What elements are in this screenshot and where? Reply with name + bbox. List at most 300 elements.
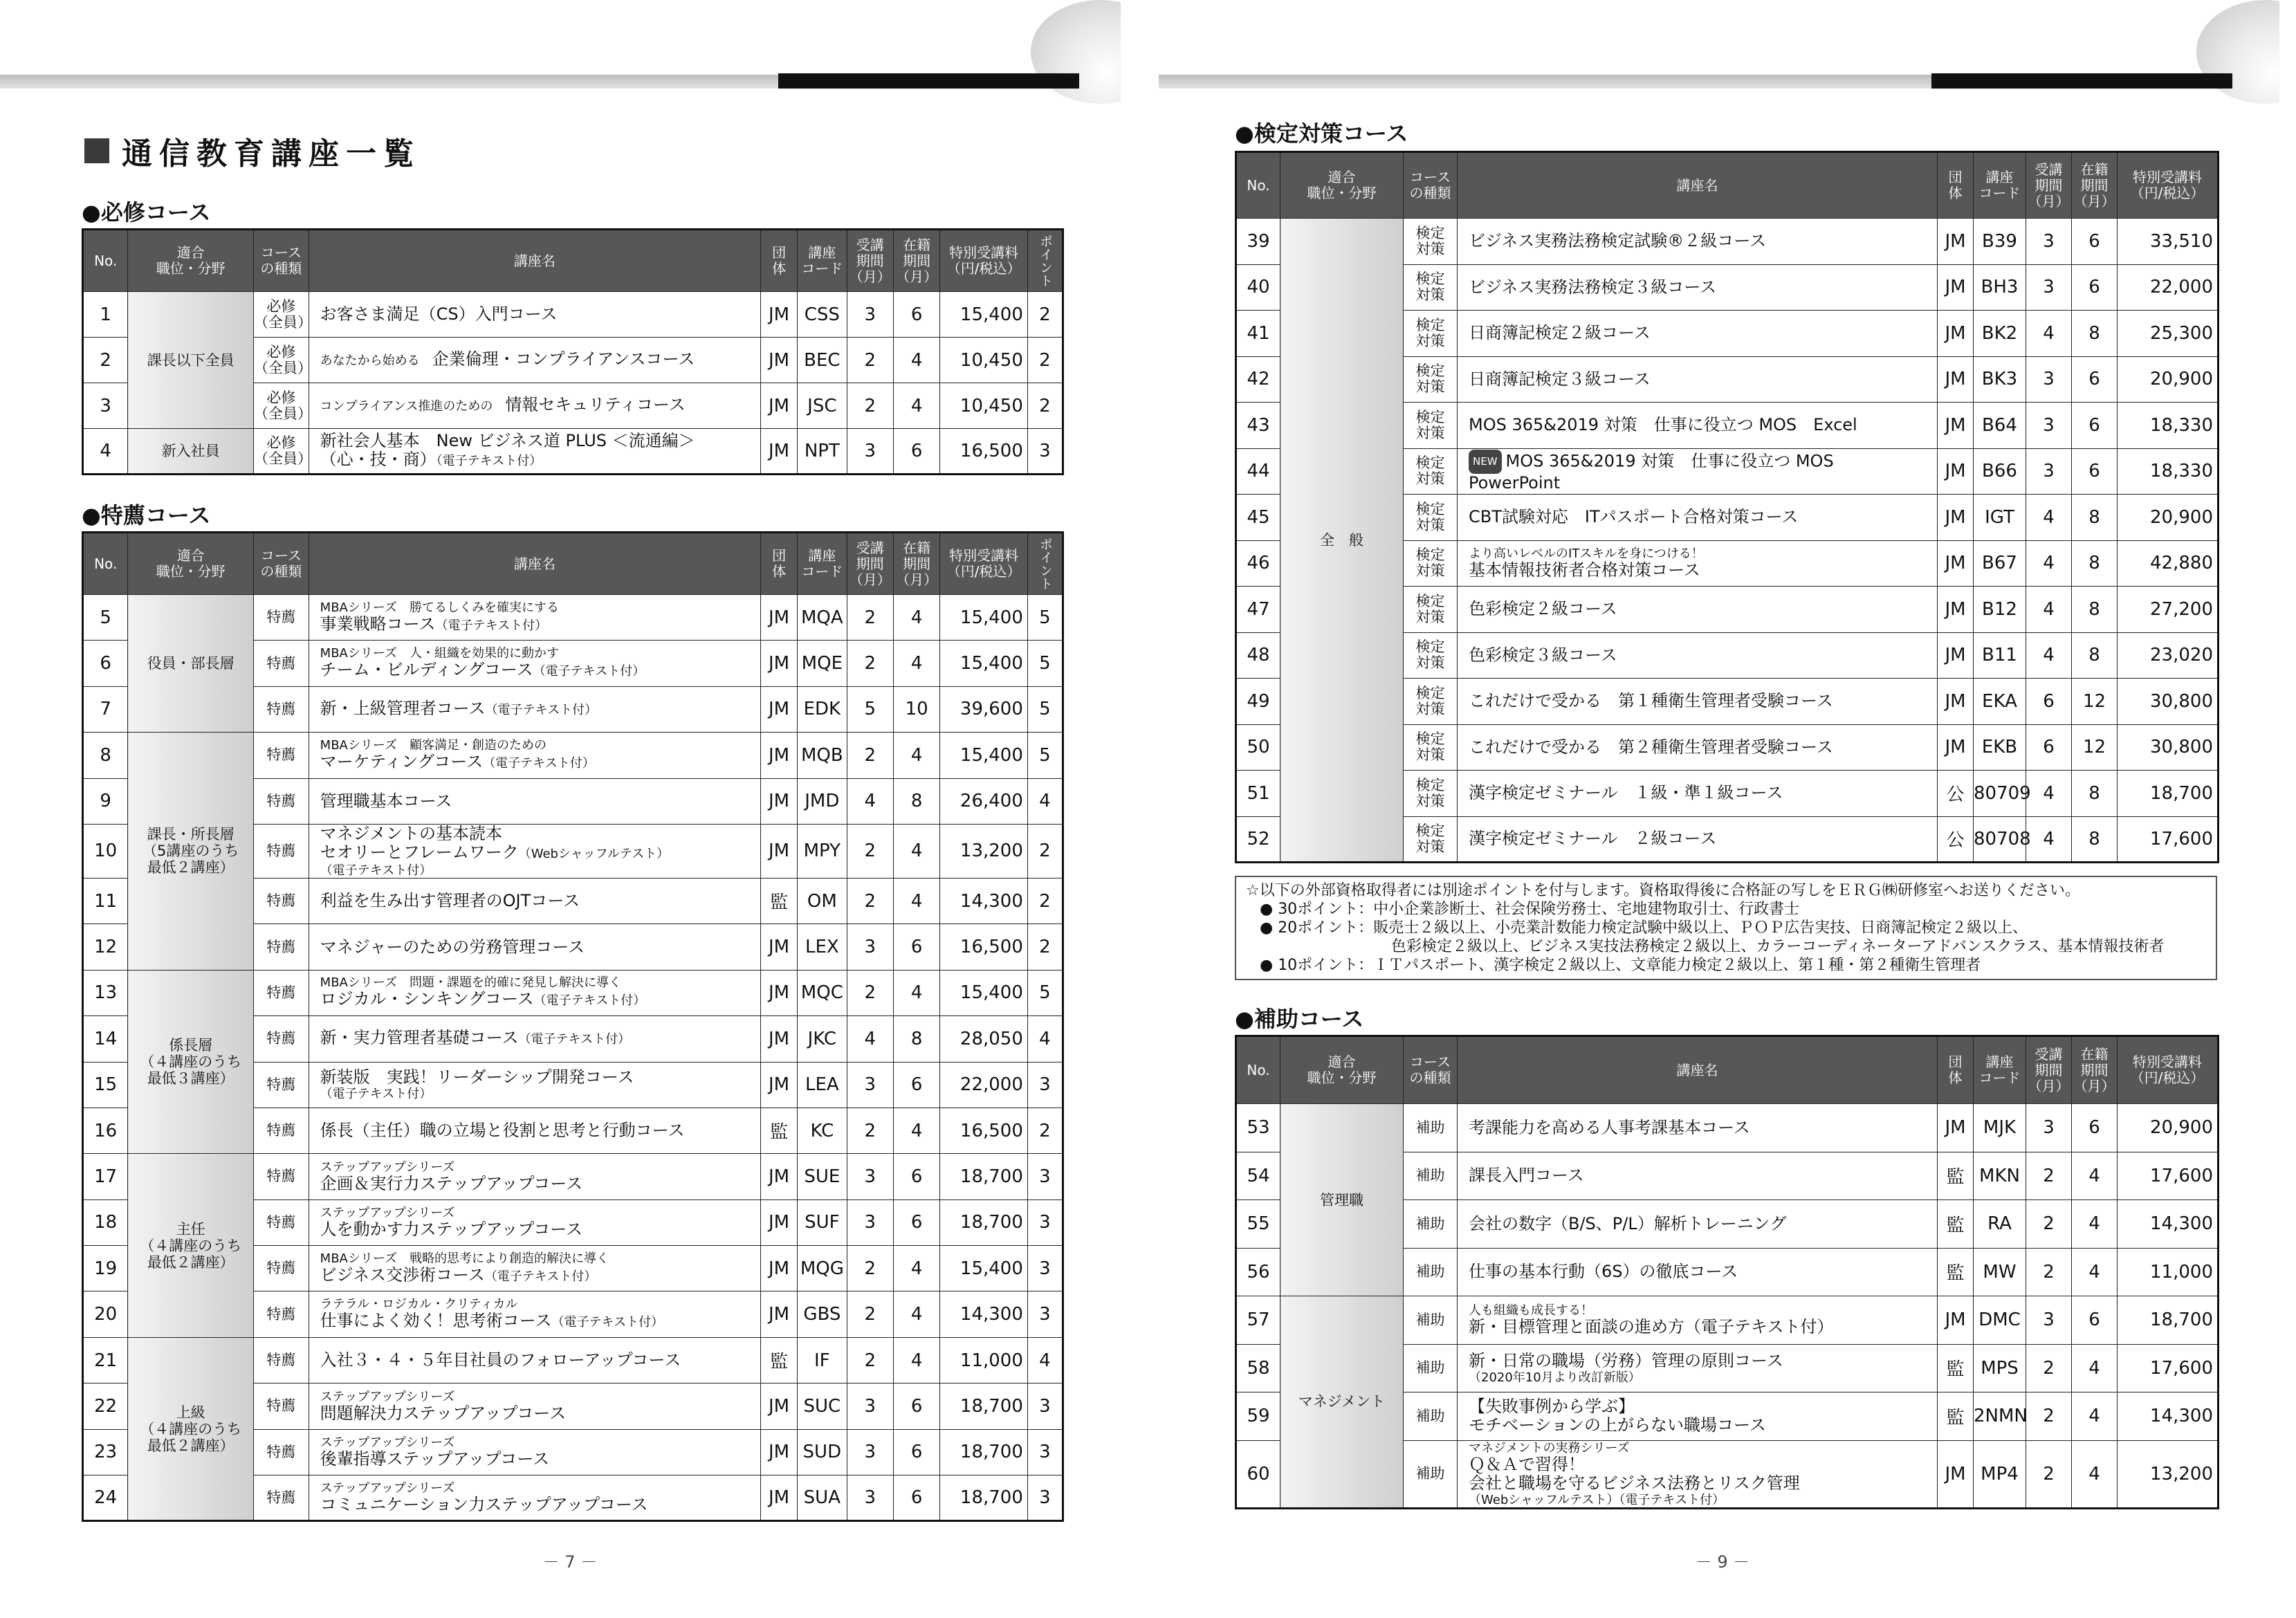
course-name: 事業戦略コース xyxy=(320,614,436,634)
study-period: 2 xyxy=(847,970,893,1015)
organization: JM xyxy=(761,1291,798,1337)
course-name-cell xyxy=(1458,311,1938,357)
row-number: 20 xyxy=(83,1291,128,1337)
organization: JM xyxy=(761,1199,798,1245)
enrollment-period: 8 xyxy=(2072,587,2118,633)
course-code: MQG xyxy=(798,1246,847,1291)
course-name-line xyxy=(1469,561,1937,580)
course-name: 課長入門コース xyxy=(1469,1166,1584,1186)
special-fee: 26,400 xyxy=(940,778,1028,824)
course-code: GBS xyxy=(798,1291,847,1337)
course-note: （電子テキスト付） xyxy=(533,664,645,679)
row-number: 59 xyxy=(1236,1392,1280,1441)
row-number: 3 xyxy=(83,383,128,429)
column-header-no: No. xyxy=(83,533,128,595)
study-period: 2 xyxy=(847,1337,893,1383)
course-name: CBT試験対応 ITパスポート合格対策コース xyxy=(1469,507,1799,527)
position-group-cell: 係長層 （４講座のうち 最低３講座） xyxy=(128,970,254,1154)
organization: JM xyxy=(761,1062,798,1107)
column-header-fit: 適合 職位・分野 xyxy=(1280,1036,1404,1104)
course-name-cell xyxy=(309,641,760,686)
table-row xyxy=(83,733,1063,778)
row-number: 18 xyxy=(83,1199,128,1245)
enrollment-period: 4 xyxy=(893,1246,939,1291)
course-name-line xyxy=(320,1029,760,1049)
points: 4 xyxy=(1027,1337,1063,1383)
enrollment-period: 6 xyxy=(2072,1296,2118,1345)
column-header-fee: 特別受講料 （円/税込） xyxy=(2118,1036,2219,1104)
course-code: EKB xyxy=(1974,724,2026,771)
course-name: ロジカル・シンキングコース xyxy=(320,989,534,1009)
course-name-line xyxy=(320,1351,760,1370)
points: 2 xyxy=(1027,924,1063,970)
column-header-code: 講座 コード xyxy=(1974,1036,2026,1104)
course-name: 新・上級管理者コース xyxy=(320,698,486,718)
special-fee: 16,500 xyxy=(940,924,1028,970)
course-type: 補助 xyxy=(1404,1200,1458,1249)
special-fee: 39,600 xyxy=(940,686,1028,732)
position-group-cell: 全 般 xyxy=(1280,219,1404,863)
course-name: 新・実力管理者基礎コース xyxy=(320,1028,519,1048)
column-header-enroll: 在籍 期間 （月） xyxy=(2072,152,2118,219)
special-fee: 33,510 xyxy=(2118,219,2219,265)
column-header-period: 受講 期間 （月） xyxy=(847,230,893,292)
points: 2 xyxy=(1027,1107,1063,1153)
column-header-no: No. xyxy=(83,230,128,292)
course-type: 検定 対策 xyxy=(1404,816,1458,863)
course-name: 企画＆実行力ステップアップコース xyxy=(320,1173,583,1193)
course-series-label: MBAシリーズ 戦略的思考により創造的解決に導く xyxy=(320,1251,609,1266)
table-row xyxy=(1236,1296,2219,1345)
course-type: 特薦 xyxy=(254,1475,309,1521)
position-group-cell: 役員・部長層 xyxy=(128,595,254,733)
organization: JM xyxy=(1938,219,1974,265)
course-code: MPY xyxy=(798,824,847,878)
course-type: 特薦 xyxy=(254,970,309,1015)
table-row xyxy=(83,1337,1063,1383)
column-header-fit: 適合 職位・分野 xyxy=(128,230,254,292)
table-row xyxy=(83,429,1063,475)
row-number: 19 xyxy=(83,1246,128,1291)
study-period: 5 xyxy=(847,686,893,732)
enrollment-period: 4 xyxy=(893,338,939,383)
course-name: 後輩指導ステップアップコース xyxy=(320,1449,550,1469)
course-name-cell xyxy=(309,1154,760,1199)
enrollment-period: 6 xyxy=(893,1383,939,1429)
course-name: 漢字検定ゼミナール ２級コース xyxy=(1469,829,1717,849)
course-name: Ｑ＆Ａで習得！ xyxy=(1469,1454,1585,1474)
points: 2 xyxy=(1027,383,1063,429)
row-number: 12 xyxy=(83,924,128,970)
course-name-line xyxy=(320,1450,760,1469)
points: 5 xyxy=(1027,686,1063,732)
course-type: 特薦 xyxy=(254,1062,309,1107)
study-period: 3 xyxy=(2026,448,2072,495)
position-group-cell: 課長・所長層 （5講座のうち 最低２講座） xyxy=(128,733,254,971)
points: 3 xyxy=(1027,1154,1063,1199)
left-page xyxy=(0,0,1121,1618)
course-series-label: マネジメントの実務シリーズ xyxy=(1469,1440,1630,1455)
column-header-org: 団 体 xyxy=(761,230,798,292)
course-type: 補助 xyxy=(1404,1248,1458,1296)
study-period: 3 xyxy=(847,1062,893,1107)
column-header-no: No. xyxy=(1236,1036,1280,1104)
row-number: 1 xyxy=(83,292,128,338)
study-period: 2 xyxy=(847,641,893,686)
study-period: 4 xyxy=(2026,632,2072,679)
course-name-cell xyxy=(1458,1296,1938,1345)
organization: JM xyxy=(1938,540,1974,587)
course-name-line xyxy=(320,1121,760,1140)
enrollment-period: 4 xyxy=(893,595,939,641)
course-code: OM xyxy=(798,878,847,923)
course-name-line xyxy=(1469,232,1937,250)
row-number: 22 xyxy=(83,1383,128,1429)
course-type: 特薦 xyxy=(254,595,309,641)
enrollment-period: 4 xyxy=(893,970,939,1015)
organization: JM xyxy=(761,970,798,1015)
study-period: 2 xyxy=(847,733,893,778)
course-name-prefix: あなたから始める xyxy=(320,353,432,368)
course-type: 特薦 xyxy=(254,1337,309,1383)
course-name: 日商簿記検定２級コース xyxy=(1469,323,1651,343)
course-code: MQC xyxy=(798,970,847,1015)
course-code: B64 xyxy=(1974,403,2026,449)
course-note: （電子テキスト付） xyxy=(485,702,598,717)
enrollment-period: 4 xyxy=(893,383,939,429)
course-code: B11 xyxy=(1974,632,2026,679)
enrollment-period: 6 xyxy=(893,1475,939,1521)
course-name-cell xyxy=(309,1383,760,1429)
course-name-line xyxy=(320,1404,760,1423)
column-header-period: 受講 期間 （月） xyxy=(2026,1036,2072,1104)
study-period: 3 xyxy=(847,1154,893,1199)
organization: JM xyxy=(761,338,798,383)
study-period: 2 xyxy=(847,1107,893,1153)
special-fee: 17,600 xyxy=(2118,1152,2219,1200)
table-header xyxy=(83,230,1063,292)
header-bar xyxy=(778,73,1079,89)
study-period: 4 xyxy=(2026,540,2072,587)
course-note: （Webシャッフルテスト） xyxy=(518,846,670,861)
study-period: 2 xyxy=(2026,1344,2072,1392)
column-header-enroll: 在籍 期間 （月） xyxy=(893,533,939,595)
special-fee: 42,880 xyxy=(2118,540,2219,587)
row-number: 44 xyxy=(1236,448,1280,495)
course-code: MQE xyxy=(798,641,847,686)
course-code: B66 xyxy=(1974,448,2026,495)
position-group-cell: 上級 （４講座のうち 最低２講座） xyxy=(128,1337,254,1521)
study-period: 3 xyxy=(847,1429,893,1475)
row-number: 50 xyxy=(1236,724,1280,771)
course-name-cell xyxy=(309,292,760,338)
course-type: 補助 xyxy=(1404,1296,1458,1345)
study-period: 2 xyxy=(2026,1152,2072,1200)
course-name-cell xyxy=(1458,264,1938,311)
row-number: 4 xyxy=(83,429,128,475)
course-name-line xyxy=(1469,692,1937,710)
course-name-line xyxy=(1469,508,1937,526)
course-name-cell xyxy=(309,383,760,429)
enrollment-period: 4 xyxy=(893,1337,939,1383)
course-code: B39 xyxy=(1974,219,2026,265)
course-name-cell xyxy=(1458,403,1938,449)
course-name: 新社会人基本 New ビジネス道 PLUS ＜流通編＞ xyxy=(320,431,695,450)
course-type: 検定 対策 xyxy=(1404,311,1458,357)
enrollment-period: 8 xyxy=(2072,311,2118,357)
course-name: 仕事によく効く！思考術コース xyxy=(320,1311,552,1331)
row-number: 60 xyxy=(1236,1440,1280,1508)
column-header-kind: コース の種類 xyxy=(254,230,309,292)
row-number: 45 xyxy=(1236,495,1280,541)
points: 2 xyxy=(1027,292,1063,338)
course-note: （電子テキスト付） xyxy=(436,454,542,468)
column-header-point: ポイント xyxy=(1027,230,1063,292)
organization: JM xyxy=(761,292,798,338)
course-code: IF xyxy=(798,1337,847,1383)
course-name: 会社の数字（B/S、P/L）解析トレーニング xyxy=(1469,1213,1787,1233)
points: 3 xyxy=(1027,1062,1063,1107)
course-name-cell xyxy=(1458,540,1938,587)
course-note: （電子テキスト付） xyxy=(551,1315,664,1330)
course-name-line xyxy=(320,792,760,811)
course-name-cell xyxy=(1458,1392,1938,1441)
course-name-cell xyxy=(1458,1344,1938,1392)
course-name: マネジメントの基本読本 xyxy=(320,823,502,843)
points: 2 xyxy=(1027,878,1063,923)
column-header-kind: コース の種類 xyxy=(1404,1036,1458,1104)
column-header-period: 受講 期間 （月） xyxy=(847,533,893,595)
course-code: KC xyxy=(798,1107,847,1153)
course-name-line xyxy=(1469,646,1937,665)
course-type: 特薦 xyxy=(254,733,309,778)
course-name-line xyxy=(1469,784,1937,802)
study-period: 3 xyxy=(2026,356,2072,403)
special-fee: 27,200 xyxy=(2118,587,2219,633)
enrollment-period: 12 xyxy=(2072,724,2118,771)
course-type: 検定 対策 xyxy=(1404,587,1458,633)
column-header-enroll: 在籍 期間 （月） xyxy=(893,230,939,292)
column-header-kind: コース の種類 xyxy=(1404,152,1458,219)
course-name-cell xyxy=(1458,1440,1938,1508)
course-name-line xyxy=(1469,1352,1937,1370)
course-series-label: MBAシリーズ 問題・課題を的確に発見し解決に導く xyxy=(320,975,621,991)
course-series-label: MBAシリーズ 勝てるしくみを確実にする xyxy=(320,600,559,615)
study-period: 2 xyxy=(847,383,893,429)
course-name-cell xyxy=(1458,587,1938,633)
special-fee: 15,400 xyxy=(940,292,1028,338)
table-row xyxy=(1236,1104,2219,1152)
points: 5 xyxy=(1027,733,1063,778)
course-code: BH3 xyxy=(1974,264,2026,311)
row-number: 48 xyxy=(1236,632,1280,679)
study-period: 3 xyxy=(847,924,893,970)
row-number: 15 xyxy=(83,1062,128,1107)
course-name-cell xyxy=(309,970,760,1015)
special-fee: 16,500 xyxy=(940,429,1028,475)
course-type: 特薦 xyxy=(254,686,309,732)
course-code: MPS xyxy=(1974,1344,2026,1392)
study-period: 3 xyxy=(847,1383,893,1429)
row-number: 10 xyxy=(83,824,128,878)
organization: JM xyxy=(1938,1440,1974,1508)
course-name-line xyxy=(1469,1318,1937,1336)
organization: JM xyxy=(761,1383,798,1429)
page-number: － 7 － xyxy=(542,1552,598,1572)
enrollment-period: 8 xyxy=(2072,771,2118,817)
study-period: 2 xyxy=(847,1246,893,1291)
course-name: MOS 365&2019 対策 仕事に役立つ MOS xyxy=(1505,451,1834,471)
enrollment-period: 6 xyxy=(2072,264,2118,311)
course-name-2: セオリーとフレームワーク xyxy=(320,842,519,862)
study-period: 3 xyxy=(2026,264,2072,311)
special-fee: 14,300 xyxy=(2118,1392,2219,1441)
course-name-cell xyxy=(309,1475,760,1521)
enrollment-period: 4 xyxy=(893,733,939,778)
row-number: 14 xyxy=(83,1016,128,1062)
organization: JM xyxy=(761,824,798,878)
course-name-line xyxy=(1469,738,1937,757)
special-fee: 17,600 xyxy=(2118,1344,2219,1392)
enrollment-period: 4 xyxy=(2072,1344,2118,1392)
course-name-cell xyxy=(309,686,760,732)
organization: JM xyxy=(761,1429,798,1475)
row-number: 51 xyxy=(1236,771,1280,817)
enrollment-period: 10 xyxy=(893,686,939,732)
study-period: 3 xyxy=(2026,403,2072,449)
special-fee: 20,900 xyxy=(2118,1104,2219,1152)
course-code: SUC xyxy=(798,1383,847,1429)
note-line: ● 20ポイント：販売士２級以上、小売業計数能力検定試験中級以上、ＰＯＰ広告実技、日商簿記検定２級以上、 xyxy=(1260,919,2028,937)
course-name-line xyxy=(320,699,760,719)
study-period: 4 xyxy=(847,1016,893,1062)
course-code: MQA xyxy=(798,595,847,641)
course-type: 検定 対策 xyxy=(1404,724,1458,771)
course-code: LEA xyxy=(798,1062,847,1107)
course-note: （電子テキスト付） xyxy=(483,755,595,771)
row-number: 2 xyxy=(83,338,128,383)
course-note-2: （Webシャッフルテスト）（電子テキスト付） xyxy=(1469,1492,1725,1507)
study-period: 4 xyxy=(2026,771,2072,817)
course-name: チーム・ビルディングコース xyxy=(320,660,533,680)
row-number: 52 xyxy=(1236,816,1280,863)
row-number: 17 xyxy=(83,1154,128,1199)
course-name: 日商簿記検定３級コース xyxy=(1469,369,1651,389)
course-name-line xyxy=(1469,474,1937,493)
special-fee: 18,330 xyxy=(2118,448,2219,495)
column-header-period: 受講 期間 （月） xyxy=(2026,152,2072,219)
course-type: 特薦 xyxy=(254,1383,309,1429)
course-note-2: （電子テキスト付） xyxy=(320,863,432,878)
special-fee: 18,700 xyxy=(940,1383,1028,1429)
row-number: 5 xyxy=(83,595,128,641)
points: 3 xyxy=(1027,1429,1063,1475)
row-number: 57 xyxy=(1236,1296,1280,1345)
table-header xyxy=(83,533,1063,595)
course-name-cell xyxy=(309,595,760,641)
organization: JM xyxy=(1938,356,1974,403)
page-title: 通信教育講座一覧 xyxy=(84,129,421,173)
course-type: 特薦 xyxy=(254,1107,309,1153)
enrollment-period: 6 xyxy=(893,924,939,970)
course-name: 入社３・４・５年目社員のフォローアップコース xyxy=(320,1350,681,1370)
column-header-fit: 適合 職位・分野 xyxy=(128,533,254,595)
organization: JM xyxy=(761,733,798,778)
study-period: 2 xyxy=(2026,1200,2072,1249)
organization: 監 xyxy=(1938,1344,1974,1392)
enrollment-period: 4 xyxy=(893,641,939,686)
course-name: ビジネス実務法務検定３級コース xyxy=(1469,277,1717,297)
organization: JM xyxy=(761,686,798,732)
column-header-code: 講座 コード xyxy=(798,230,847,292)
points: 4 xyxy=(1027,778,1063,824)
course-name-line xyxy=(1469,450,1937,474)
points: 5 xyxy=(1027,970,1063,1015)
enrollment-period: 6 xyxy=(893,1199,939,1245)
note-line: ● 10ポイント：ＩＴパスポート、漢字検定２級以上、文章能力検定２級以上、第１種・第２種衛生管理者 xyxy=(1260,957,1981,974)
organization: JM xyxy=(761,595,798,641)
special-fee: 10,450 xyxy=(940,338,1028,383)
course-series-label: MBAシリーズ 人・組織を効果的に動かす xyxy=(320,646,559,661)
special-fee: 20,900 xyxy=(2118,356,2219,403)
course-name: 仕事の基本行動（6S）の徹底コース xyxy=(1469,1262,1738,1282)
special-fee: 17,600 xyxy=(2118,816,2219,863)
course-type: 必修 （全員） xyxy=(254,383,309,429)
course-type: 検定 対策 xyxy=(1404,264,1458,311)
organization: 監 xyxy=(1938,1152,1974,1200)
course-type: 特薦 xyxy=(254,1016,309,1062)
enrollment-period: 6 xyxy=(2072,356,2118,403)
section-heading-recommended: ●特薦コース xyxy=(82,502,211,528)
required-course-table xyxy=(82,228,1064,475)
course-type: 検定 対策 xyxy=(1404,632,1458,679)
course-note: （電子テキスト付） xyxy=(533,993,646,1009)
special-fee: 18,700 xyxy=(940,1199,1028,1245)
course-name-cell xyxy=(309,1107,760,1153)
table-row xyxy=(83,595,1063,641)
page-number: － 9 － xyxy=(1695,1552,1750,1572)
study-period: 2 xyxy=(847,595,893,641)
course-type: 特薦 xyxy=(254,878,309,923)
points: 2 xyxy=(1027,824,1063,878)
course-type: 補助 xyxy=(1404,1104,1458,1152)
study-period: 2 xyxy=(2026,1392,2072,1441)
course-name-cell xyxy=(1458,495,1938,541)
course-name: 情報セキュリティコース xyxy=(505,395,686,414)
points: 5 xyxy=(1027,641,1063,686)
study-period: 2 xyxy=(847,824,893,878)
course-name-cell xyxy=(309,1246,760,1291)
course-name-line xyxy=(320,843,760,863)
course-code: JSC xyxy=(798,383,847,429)
course-type: 検定 対策 xyxy=(1404,403,1458,449)
course-code: SUF xyxy=(798,1199,847,1245)
organization: JM xyxy=(1938,724,1974,771)
course-name-cell xyxy=(1458,724,1938,771)
enrollment-period: 8 xyxy=(893,1016,939,1062)
row-number: 49 xyxy=(1236,679,1280,725)
organization: JM xyxy=(1938,311,1974,357)
course-name-cell xyxy=(309,429,760,475)
enrollment-period: 8 xyxy=(2072,495,2118,541)
row-number: 6 xyxy=(83,641,128,686)
position-group-cell: 主任 （４講座のうち 最低２講座） xyxy=(128,1154,254,1338)
course-name: 考課能力を高める人事考課基本コース xyxy=(1469,1117,1750,1137)
organization: JM xyxy=(761,641,798,686)
course-name-line xyxy=(1469,278,1937,297)
enrollment-period: 4 xyxy=(2072,1200,2118,1249)
points: 3 xyxy=(1027,1383,1063,1429)
